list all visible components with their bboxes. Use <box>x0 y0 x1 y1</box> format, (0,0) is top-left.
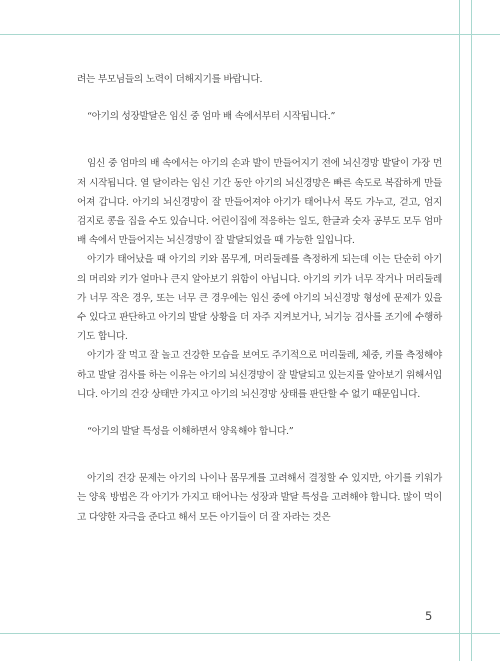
pull-quote-2: “아기의 발달 특성을 이해하면서 양육해야 합니다.” <box>87 426 294 438</box>
top-rule <box>0 34 500 35</box>
paragraph-1: 임신 중 엄마의 배 속에서는 아기의 손과 발이 만들어지기 전에 뇌신경망 발달이 가장 먼저 시작됩니다. 열 달이라는 임신 기간 동안 아기의 뇌신경망은 빠른 속도로 복잡하게 만들어져 갑니다. 아기의 뇌신경망이 잘 만들어져야 아기가 태어나서 목도 가누고, 걷고, 엄지 검지로 콩을 집을 수도 있습니다. 어린이집에 적응하는 일도, 한글과 숫자 공부도 모두 엄마 배 속에서 만들어지는 뇌신경망이 잘 발달되었을 때 가능한 일입니다. <box>77 158 442 247</box>
page-number: 5 <box>425 609 433 623</box>
pull-quote-1: “아기의 성장발달은 임신 중 엄마 배 속에서부터 시작됩니다.” <box>87 111 336 123</box>
page-body <box>77 70 442 527</box>
paragraph-2: 아기가 태어났을 때 아기의 키와 몸무게, 머리둘레를 측정하게 되는데 이는 단순히 아기의 머리와 키가 얼마나 큰지 알아보기 위함이 아닙니다. 아기의 키가 너무 작거나 머리둘레가 너무 작은 경우, 또는 너무 큰 경우에는 임신 중에 아기의 뇌신경망 형성에 문제가 있을 수 있다고 판단하고 아기의 발달 상황을 더 자주 지켜보거나, 뇌기능 검사를 조기에 수행하기도 합니다. <box>77 254 442 343</box>
bottom-rule <box>0 633 500 634</box>
vertical-rule-inner <box>459 0 460 661</box>
paragraph-3: 아기가 잘 먹고 잘 놀고 건강한 모습을 보여도 주기적으로 머리둘레, 체중, 키를 측정해야 하고 발달 검사를 하는 이유는 아기의 뇌신경망이 잘 발달되고 있는지를 알아보기 위해서입니다. 아기의 건강 상태만 가지고 아기의 뇌신경망 상태를 판단할 수 없기 때문입니다. <box>77 350 442 400</box>
vertical-rule-outer <box>471 0 472 661</box>
paragraph-4: 아기의 건강 문제는 아기의 나이나 몸무게를 고려해서 결정할 수 있지만, 아기를 키워가는 양육 방법은 각 아기가 가지고 태어나는 성장과 발달 특성을 고려해야 합니다. 많이 먹이고 다양한 자극을 준다고 해서 모든 아기들이 더 잘 자라는 것은 <box>77 473 442 523</box>
paragraph-continued: 려는 부모님들의 노력이 더해지기를 바랍니다. <box>77 74 263 85</box>
